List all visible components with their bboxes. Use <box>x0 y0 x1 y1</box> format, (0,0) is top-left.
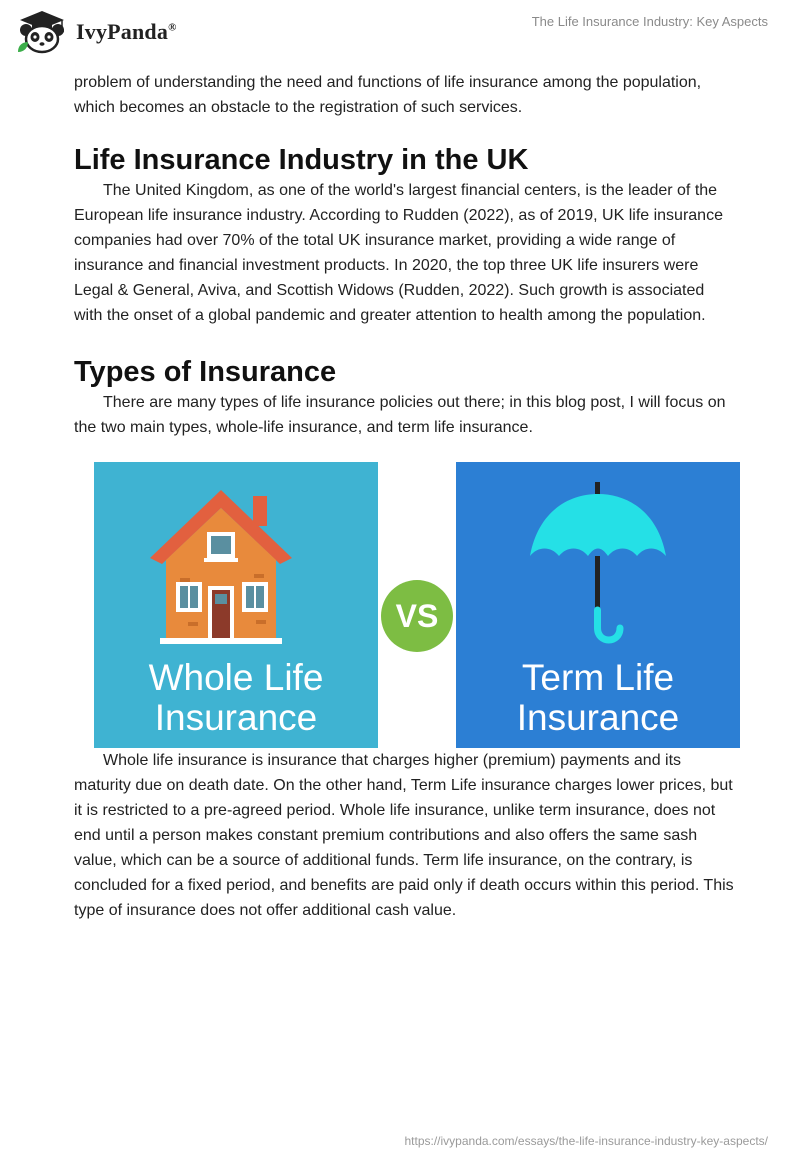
whole-life-label: Whole Life Insurance <box>148 657 324 738</box>
logo-wordmark: IvyPanda® <box>76 19 177 44</box>
house-icon <box>94 462 378 652</box>
section-heading-types: Types of Insurance <box>74 356 337 388</box>
vs-badge: VS <box>381 580 453 652</box>
document-title: The Life Insurance Industry: Key Aspects <box>531 14 768 29</box>
page-header <box>0 0 800 64</box>
umbrella-icon <box>456 462 740 652</box>
paragraph-comparison: Whole life insurance is insurance that charges higher (premium) payments and its maturity due on death date. On the other hand, Term Life insurance charges lower prices, but it is restricted to a pre-agreed period. Whole life insurance, unlike term insurance, does not end until a person makes constant premium contributions and also offers the same sash value, which can be a source of additional funds. Term life insurance, on the contrary, is concluded for a fixed period, and benefits are paid only if death occurs within this period. This type of insurance does not offer additional cash value. <box>74 752 734 919</box>
whole-life-panel <box>94 462 378 748</box>
insurance-comparison-figure <box>94 462 740 748</box>
paragraph-types: There are many types of life insurance policies out there; in this blog post, I will focus on the two main types, whole-life insurance, and term life insurance. <box>74 394 726 436</box>
term-life-label: Term Life Insurance <box>516 657 680 738</box>
paragraph-uk: The United Kingdom, as one of the world's largest financial centers, is the leader of the European life insurance industry. According to Rudden (2022), as of 2019, UK life insurance companies had over 70% of the total UK insurance market, providing a wide range of insurance and financial investment products. In 2020, the top three UK life insurers were Legal & General, Aviva, and Scottish Widows (Rudden, 2022). Such growth is associated with the onset of a global pandemic and greater attention to health among the population. <box>74 182 723 324</box>
ivypanda-logo[interactable] <box>14 8 177 56</box>
intro-paragraph: problem of understanding the need and functions of life insurance among the population, which becomes an obstacle to the registration of such services. <box>74 74 702 116</box>
panda-graduate-icon <box>14 8 70 56</box>
footer-url[interactable]: https://ivypanda.com/essays/the-life-insurance-industry-key-aspects/ <box>404 1134 768 1148</box>
term-life-panel <box>456 462 740 748</box>
article-body <box>74 70 734 923</box>
section-heading-uk: Life Insurance Industry in the UK <box>74 144 529 176</box>
